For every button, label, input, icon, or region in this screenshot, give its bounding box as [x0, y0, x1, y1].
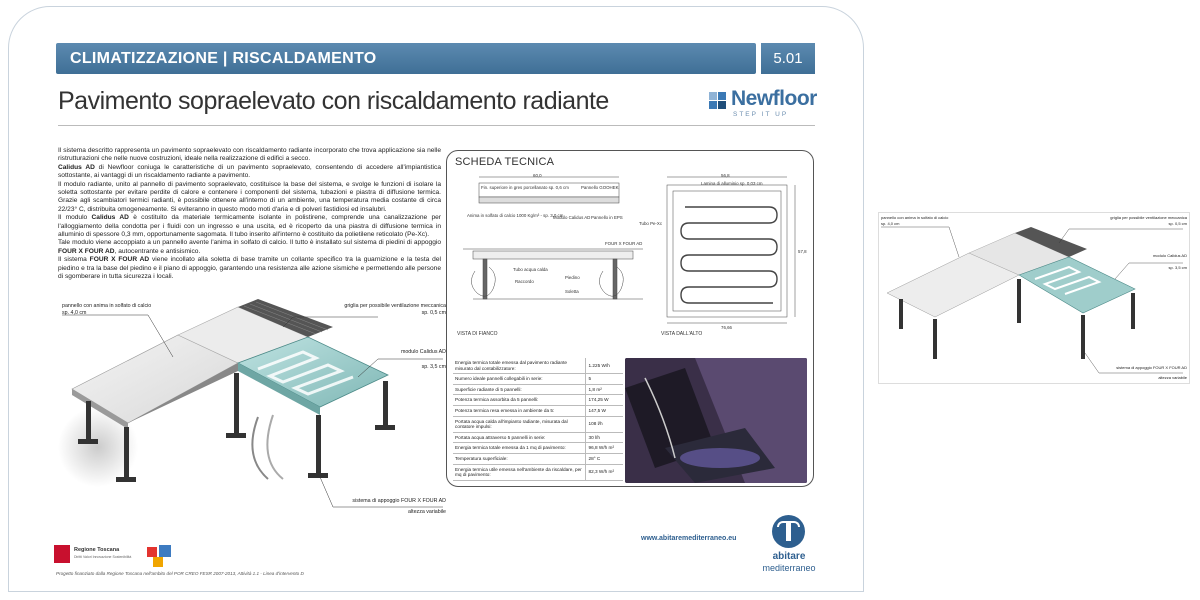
thumb-callout-module-thickness: sp. 3,5 cm	[1168, 265, 1187, 270]
technical-sheet-title: SCHEDA TECNICA	[455, 156, 555, 168]
spec-value: 174,25 W	[585, 395, 623, 406]
spec-value: 5	[585, 374, 623, 385]
thumb-callout-grid-thickness: sp. 0,5 cm	[1168, 221, 1187, 226]
brand-tagline: STEP IT UP	[733, 111, 789, 118]
drawing-label: Lamina di alluminio sp. 0,03 cm	[701, 181, 763, 186]
dim-label: 57,8	[798, 249, 807, 254]
callout-panel: pannello con anima in solfato di calcio	[62, 303, 152, 309]
thumb-callout-grid: griglia per possibile ventilazione meccanica	[1110, 215, 1187, 220]
spec-label: Potenza termica assorbita da 5 pannelli:	[453, 395, 585, 406]
thumb-callout-panel: pannello con anima in solfato di calcio	[881, 215, 949, 220]
callout-grid: griglia per possibile ventilazione meccanica	[344, 303, 446, 309]
funding-note: Progetto finanziato dalla Regione Toscana nell'ambito del POR CREO FESR 2007-2013, Attività 1.1 - Linea d'intervento D	[56, 571, 304, 576]
section-number: 5.01	[761, 43, 815, 74]
section-drawing-image	[453, 171, 805, 339]
spec-value: 96,8 W/h m²	[585, 443, 623, 454]
intro-paragraph: Il modulo radiante, unito al pannello di pavimento sopraelevato, costituisce la base del sistema, e svolge le funzioni di isolare la soletta sottostante per evitare perdite di calore e contenere i componenti del sistema, tubazioni e piastra di diffusione termica. Grazie agli scambiatori termici radianti, è possibile ottenere all'interno di un ambiente, una temperatura media costante di circa 22/23° C, distribuita omogeneamente. Si eviteranno in questo modo moti d'aria e di polveri fastidiosi ed insalubri.	[58, 180, 441, 213]
abitare-circle-icon	[772, 515, 805, 548]
thumb-callout-panel-thickness: sp. 4,0 cm	[881, 221, 900, 226]
spec-value: 108 l/h	[585, 416, 623, 432]
callout-module-thickness: sp. 3,5 cm	[421, 364, 446, 370]
dim-label: 76,66	[721, 325, 732, 330]
floor-illustration	[58, 297, 448, 527]
spec-label: Temperatura superficiale:	[453, 453, 585, 464]
spec-row	[453, 453, 623, 464]
drawing-label: Pannello GOOHEK	[581, 185, 619, 190]
spec-value: 1.225 W/h	[585, 358, 623, 374]
technical-drawing	[453, 171, 805, 339]
page-title: Pavimento sopraelevato con riscaldamento radiante	[58, 87, 609, 115]
spec-row	[453, 374, 623, 385]
spec-value: 82,3 W/h m²	[585, 464, 623, 480]
board	[8, 6, 864, 592]
view-label-side: VISTA DI FIANCO	[457, 331, 498, 337]
newfloor-logo	[709, 87, 819, 121]
drawing-label: Modulo Calidus AD	[553, 215, 591, 220]
drawing-label: Fin. superiore in gres porcellanato sp. 0,6 cm	[481, 185, 569, 190]
spec-table	[453, 358, 623, 481]
section-title: CLIMATIZZAZIONE | RISCALDAMENTO	[70, 50, 377, 67]
technical-sheet	[446, 150, 814, 487]
spec-value: 1,8 m²	[585, 384, 623, 395]
spec-value: 147,5 W	[585, 405, 623, 416]
spec-value: 30 l/h	[585, 432, 623, 443]
intro-paragraph: Il modulo Calidus AD è costituito da materiale termicamente isolante in polistirene, comprende una canalizzazione per l'alloggiamento della condotta per i fluidi con un ingresso e una uscita, ed è ricoperto da una piastra di diffusione termica in alluminio di spessore 0,3 mm, opportunamente sagomata. Il tubo inserito all'interno è costituito da polietilene reticolato (Pe-Xc).	[58, 214, 441, 239]
spec-label: Portata acqua calda all'impianto radiante, misurata dal contatore impulsi:	[453, 416, 585, 432]
region-name: Regione Toscana	[74, 547, 120, 553]
drawing-label: Pannello in EPS	[591, 215, 623, 220]
spec-label: Superficie radiante di 5 pannelli:	[453, 384, 585, 395]
regione-crest-icon	[54, 545, 70, 563]
spec-row	[453, 405, 623, 416]
installation-photo	[625, 358, 807, 483]
abitare-word: abitare	[772, 551, 806, 562]
spec-label: Numero ideale pannelli collegabili in serie:	[453, 374, 585, 385]
callout-support: sistema di appoggio FOUR X FOUR AD	[352, 498, 446, 504]
drawing-label: FOUR X FOUR AD	[605, 241, 643, 246]
intro-text	[58, 147, 441, 282]
regione-toscana-logo	[54, 543, 132, 567]
mediterraneo-word: mediterraneo	[762, 563, 816, 573]
abitare-mediterraneo-logo	[744, 515, 834, 592]
spec-label: Portata acqua attraverso 5 pannelli in serie:	[453, 432, 585, 443]
thumb-callout-module: modulo Calidus AD	[1152, 253, 1187, 258]
drawing-label: Raccordo	[515, 279, 534, 284]
drawing-label: Anima in solfato di calcio 1000 Kg/m³ - sp. 3,0 cm	[467, 213, 564, 218]
spec-label: Potenza termica resa emessa in ambiente da 5:	[453, 405, 585, 416]
callout-module: modulo Calidus AD	[400, 349, 446, 355]
view-label-top: VISTA DALL'ALTO	[661, 331, 703, 337]
drawing-label: Tubo Pe-Xc	[639, 221, 663, 226]
spec-row	[453, 395, 623, 406]
callout-panel-thickness: sp. 4,0 cm	[62, 310, 87, 316]
spec-row	[453, 464, 623, 480]
detail-thumbnail	[878, 212, 1190, 384]
spec-row	[453, 432, 623, 443]
thumb-callout-support-height: altezza variabile	[1158, 375, 1187, 380]
spec-label: Energia termica totale emessa dal pavimento radiante misurato dal contabilizzatore:	[453, 358, 585, 374]
spec-row	[453, 416, 623, 432]
spec-row	[453, 358, 623, 374]
dim-label: 60,0	[533, 173, 542, 178]
intro-paragraph: Tale modulo viene accoppiato a un pannello avente l'anima in solfato di calcio. Il tutto è installato sul sistema di piedini di appoggio FOUR X FOUR AD, autocentrante e antisismico.	[58, 239, 441, 255]
drawing-label: Tubo acqua calda	[513, 267, 548, 272]
dim-label: 56,8	[721, 173, 730, 178]
section-header	[56, 43, 756, 74]
spec-label: Energia termica utile emessa nell'ambiente da riscaldare, per mq di pavimento:	[453, 464, 585, 480]
thumb-callout-support: sistema di appoggio FOUR X FOUR AD	[1116, 365, 1187, 370]
callout-support-height: altezza variabile	[408, 509, 446, 515]
spec-row	[453, 384, 623, 395]
spec-label: Energia termica totale emessa da 1 mq di pavimento:	[453, 443, 585, 454]
region-motto: Diritti Valori Innovazione Sostenibilità	[74, 555, 132, 559]
por-creo-logo	[147, 539, 177, 571]
installation-photo-image	[625, 358, 807, 483]
thumbnail-render-image	[879, 213, 1191, 385]
intro-paragraph: Il sistema descritto rappresenta un pavimento sopraelevato con riscaldamento radiante incorporato che trova applicazione sia nelle ristrutturazioni che nelle nuove costruzioni, ideale nella realizzazione di edifici a secco.	[58, 147, 441, 163]
intro-paragraph: Calidus AD di Newfloor coniuga le caratteristiche di un pavimento sopraelevato, consentendo di accedere all'impiantistica sottostante, ai vantaggi di un riscaldamento radiante a pavimento.	[58, 163, 441, 180]
floor-render-image	[58, 297, 448, 527]
drawing-label: Soletta	[565, 289, 579, 294]
footer	[9, 523, 864, 592]
intro-paragraph: Il sistema FOUR X FOUR AD viene incollato alla soletta di base tramite un collante specifico tra la guarnizione e la testa del piedino e tra la base del piedino e il piano di appoggio, garantendo una resistenza alle azione sismiche e permettendo alle persone di sgomberare in tutta sicurezza i locali.	[58, 256, 441, 281]
newfloor-squares-icon	[709, 92, 727, 110]
spec-row	[453, 443, 623, 454]
title-divider	[58, 125, 815, 126]
brand-name: Newfloor	[731, 87, 817, 110]
website-link[interactable]: www.abitaremediterraneo.eu	[641, 535, 737, 542]
spec-value: 28° C	[585, 453, 623, 464]
callout-grid-thickness: sp. 0,5 cm	[421, 310, 446, 316]
drawing-label: Piedino	[565, 275, 580, 280]
